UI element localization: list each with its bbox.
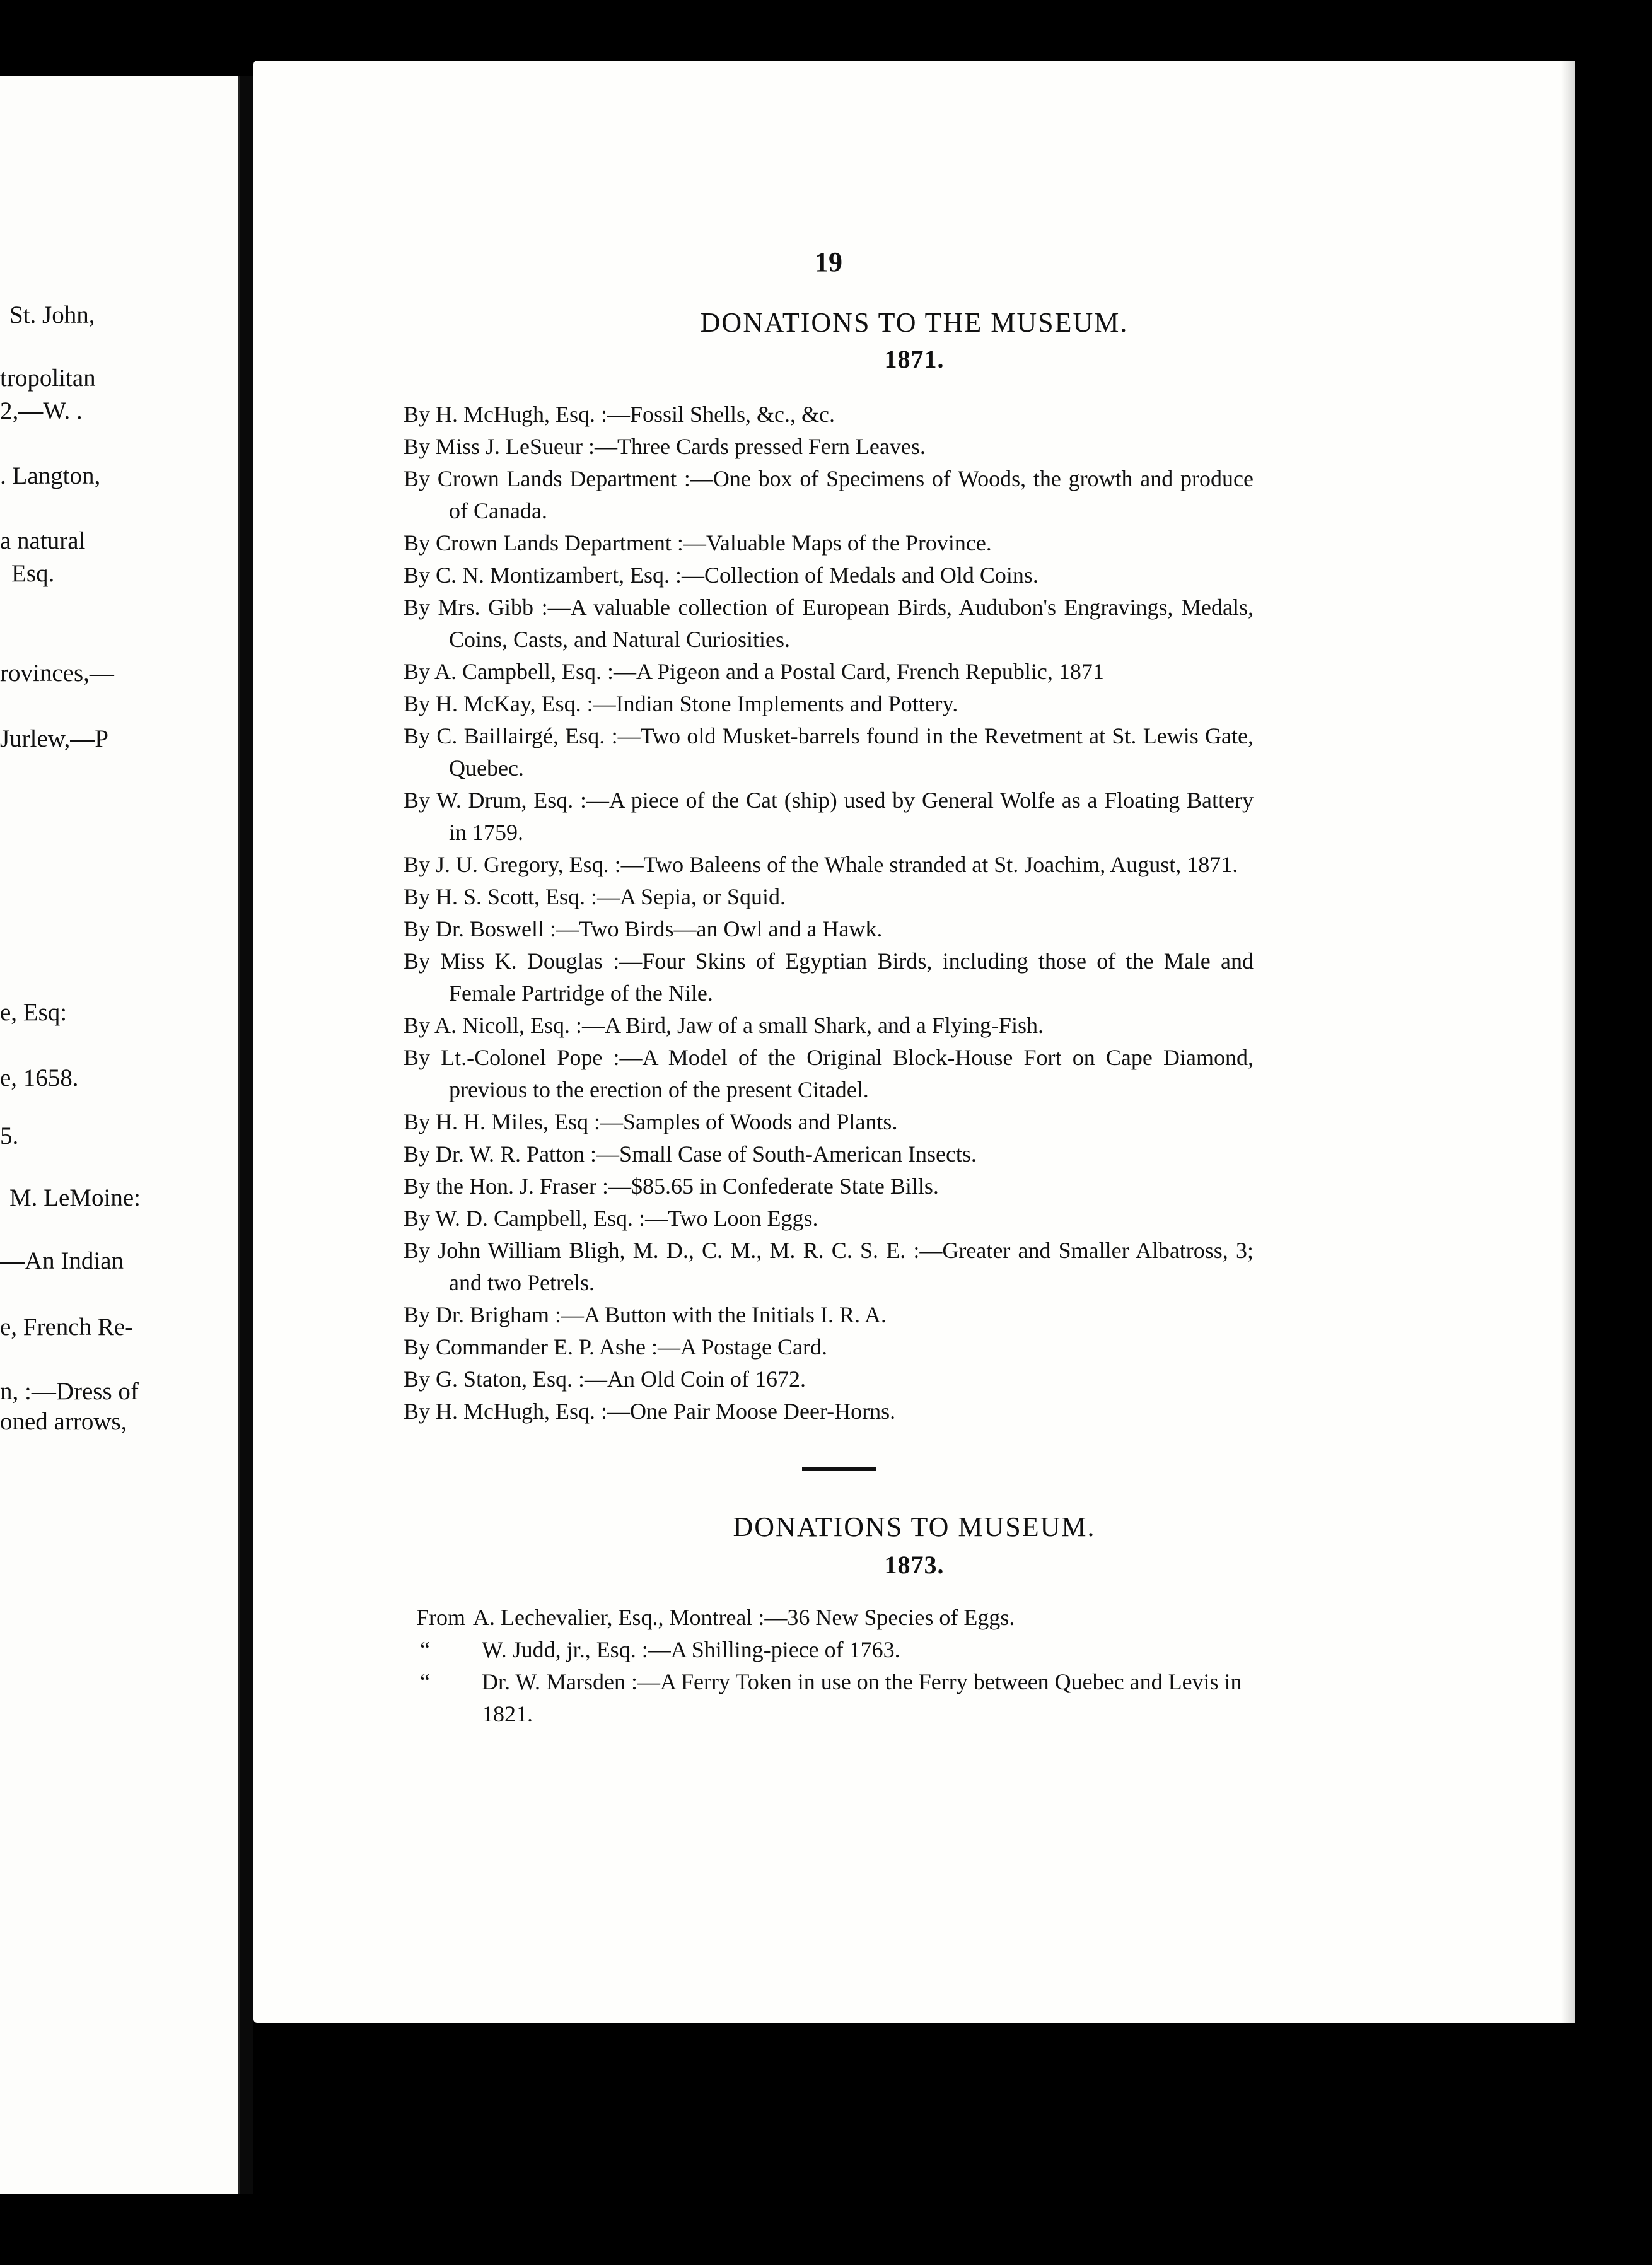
donation-entry: By Dr. Brigham :—A Button with the Initials I. R. A.	[404, 1302, 887, 1327]
entry-text: A. Lechevalier, Esq., Montreal :—36 New Species of Eggs.	[473, 1605, 1015, 1630]
left-fragment-line: oned arrows,	[0, 1408, 127, 1435]
donation-entry: By W. Drum, Esq. :—A piece of the Cat (ship) used by General Wolfe as a Floating Battery in 1759.	[404, 788, 1254, 845]
left-fragment-line: rovinces,—	[0, 660, 114, 687]
donation-entry: By A. Nicoll, Esq. :—A Bird, Jaw of a small Shark, and a Flying-Fish.	[404, 1013, 1044, 1038]
donation-entry: By Crown Lands Department :—One box of Specimens of Woods, the growth and produce of Canada.	[404, 466, 1254, 523]
left-fragment-line: tropolitan	[0, 364, 96, 392]
donation-entry: By Commander E. P. Ashe :—A Postage Card.	[404, 1334, 827, 1360]
left-fragment-line: 2,—W. .	[0, 397, 83, 424]
donation-entry: By C. Baillairgé, Esq. :—Two old Musket-barrels found in the Revetment at St. Lewis Gate, Quebec.	[404, 723, 1254, 781]
section-year-1871: 1871.	[884, 345, 945, 373]
left-fragment-line: —An Indian	[0, 1247, 124, 1274]
donation-entry: By Mrs. Gibb :—A valuable collection of European Birds, Audubon's Engravings, Medals, Coins, Casts, and Natural Curiosities.	[404, 595, 1254, 652]
donation-entry	[416, 1634, 1257, 1666]
entry-lead: “	[420, 1637, 430, 1662]
entry-lead: From	[416, 1605, 466, 1630]
donation-entry: By Dr. Boswell :—Two Birds—an Owl and a Hawk.	[404, 916, 883, 941]
left-fragment-line: Esq.	[11, 560, 55, 587]
donation-entry	[416, 1666, 1257, 1730]
book-gutter	[240, 76, 253, 2194]
donation-entry: By C. N. Montizambert, Esq. :—Collection of Medals and Old Coins.	[404, 562, 1038, 588]
left-fragment-line: . Langton,	[0, 462, 101, 489]
left-fragment-line: St. John,	[9, 301, 95, 329]
section-year-1873: 1873.	[884, 1551, 945, 1579]
page-number: 19	[815, 247, 842, 277]
donation-entry: By H. McHugh, Esq. :—Fossil Shells, &c., &c.	[404, 402, 835, 427]
donations-1871-list	[404, 399, 1254, 1428]
donation-entry: By G. Staton, Esq. :—An Old Coin of 1672.	[404, 1366, 806, 1392]
donation-entry	[416, 1602, 1257, 1634]
donation-entry: By W. D. Campbell, Esq. :—Two Loon Eggs.	[404, 1206, 818, 1231]
donation-entry: By Miss J. LeSueur :—Three Cards pressed Fern Leaves.	[404, 434, 926, 459]
donations-1873-list	[416, 1602, 1257, 1730]
left-fragment-line: Jurlew,—P	[0, 725, 108, 752]
entry-text: Dr. W. Marsden :—A Ferry Token in use on the Ferry between Quebec and Levis in 1821.	[482, 1669, 1242, 1726]
left-fragment-line: a natural	[0, 527, 86, 554]
donation-entry: By A. Campbell, Esq. :—A Pigeon and a Postal Card, French Republic, 1871	[404, 659, 1104, 684]
entry-text: W. Judd, jr., Esq. :—A Shilling-piece of 1763.	[482, 1637, 900, 1662]
left-page-fragment	[0, 76, 240, 2194]
donation-entry: By H. McKay, Esq. :—Indian Stone Implements and Pottery.	[404, 691, 958, 716]
donation-entry: By Dr. W. R. Patton :—Small Case of South-American Insects.	[404, 1141, 977, 1167]
donation-entry: By the Hon. J. Fraser :—$85.65 in Confederate State Bills.	[404, 1173, 939, 1199]
donation-entry: By H. McHugh, Esq. :—One Pair Moose Deer-Horns.	[404, 1399, 896, 1424]
donation-entry: By H. H. Miles, Esq :—Samples of Woods and Plants.	[404, 1109, 898, 1134]
donation-entry: By Miss K. Douglas :—Four Skins of Egyptian Birds, including those of the Male and Female Partridge of the Nile.	[404, 948, 1254, 1006]
section-heading-1873: DONATIONS TO MUSEUM.	[733, 1511, 1096, 1542]
section-divider	[802, 1467, 876, 1471]
section-heading-1871: DONATIONS TO THE MUSEUM.	[700, 307, 1129, 338]
left-fragment-line: n, :—Dress of	[0, 1378, 139, 1405]
left-fragment-line: e, French Re-	[0, 1313, 134, 1341]
donation-entry: By Crown Lands Department :—Valuable Maps of the Province.	[404, 530, 992, 556]
left-fragment-line: e, 1658.	[0, 1064, 79, 1092]
donation-entry: By H. S. Scott, Esq. :—A Sepia, or Squid.	[404, 884, 786, 909]
entry-lead: “	[420, 1669, 430, 1694]
donation-entry: By J. U. Gregory, Esq. :—Two Baleens of the Whale stranded at St. Joachim, August, 1871.	[404, 852, 1238, 877]
left-fragment-line: M. LeMoine:	[9, 1184, 141, 1211]
donation-entry: By Lt.-Colonel Pope :—A Model of the Original Block-House Fort on Cape Diamond, previous to the erection of the present Citadel.	[404, 1045, 1254, 1102]
left-fragment-line: 5.	[0, 1122, 19, 1150]
donation-entry: By John William Bligh, M. D., C. M., M. R. C. S. E. :—Greater and Smaller Albatross, 3; and two Petrels.	[404, 1238, 1254, 1295]
left-fragment-line: e, Esq:	[0, 999, 67, 1026]
